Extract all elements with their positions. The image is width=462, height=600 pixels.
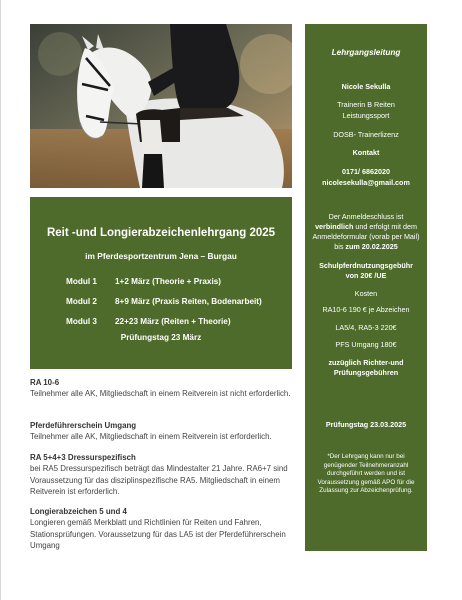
- module-1-dates: 1+2 März (Theorie + Praxis): [115, 277, 222, 286]
- module-2-label: Modul 2: [66, 297, 97, 306]
- exam-day: Prüfungstag 23 März: [120, 333, 202, 342]
- module-3-label: Modul 3: [66, 317, 97, 326]
- contact-email[interactable]: nicolesekulla@gmail.com: [322, 178, 410, 187]
- deadline-mid: und erfolgt mit dem Anmeldeformular (vorab per Mail) bis: [312, 222, 420, 252]
- registration-deadline: [305, 212, 427, 252]
- horse-rider-image: [30, 24, 292, 188]
- section-text: bei RA5 Dressurspezifisch beträgt das Mindestalter 21 Jahre. RA6+7 sind Voraussetzung für das disziplinspezifische RA5. Mitgliedschaft in einem Reitverein ist erforderlich.: [30, 464, 288, 497]
- cost-ra10-6: RA10-6 190 € je Abzeichen: [322, 305, 410, 314]
- section-longierabzeichen: [30, 506, 298, 552]
- module-1-label: Modul 1: [66, 277, 97, 286]
- header-photo: [30, 24, 292, 188]
- course-note: *Der Lehrgang kann nur bei genügender Teilnehmeranzahl durchgeführt werden und ist Voraussetzung gemäß APO für die Zulassung zur Abzeichenprüfung.: [317, 453, 415, 494]
- section-text: Longieren gemäß Merkblatt und Richtlinien für Reiten und Fahren, Stationsprüfungen. Voraussetzung für das LA5 ist der Pferdeführerschein Umgang: [30, 518, 286, 551]
- trainer-role-sub: Leistungssport: [342, 111, 390, 120]
- trainer-name: Nicole Sekulla: [341, 82, 391, 91]
- section-pferdefuehrerschein: [30, 420, 298, 443]
- course-info-panel: [30, 197, 292, 369]
- extra-fees-2: Prüfungsgebühren: [333, 368, 399, 377]
- sidebar-panel: [305, 24, 427, 551]
- section-heading: RA 10-6: [30, 378, 60, 387]
- section-ra-5-4-3: [30, 452, 298, 498]
- course-title: Reit -und Longierabzeichenlehrgang 2025: [46, 227, 276, 239]
- page-border: [0, 0, 1, 600]
- cost-la-ra: LA5/4, RA5-3 220€: [335, 323, 397, 332]
- trainer-license: DOSB- Trainerlizenz: [333, 130, 399, 139]
- module-3-dates: 22+23 März (Reiten + Theorie): [115, 317, 231, 326]
- extra-fees-1: zuzüglich Richter-und: [328, 358, 404, 367]
- fee-line-2: von 20€ /UE: [345, 271, 387, 280]
- section-heading: Pferdeführerschein Umgang: [30, 421, 137, 430]
- section-heading: Longierabzeichen 5 und 4: [30, 507, 127, 516]
- sidebar-heading: Lehrgangsleitung: [331, 48, 401, 57]
- section-heading: RA 5+4+3 Dressurspezifisch: [30, 453, 136, 462]
- cost-pfs: PFS Umgang 180€: [335, 340, 397, 349]
- sidebar-exam-day: Prüfungstag 23.03.2025: [325, 420, 407, 429]
- costs-label: Kosten: [354, 289, 378, 298]
- section-ra-10-6: [30, 377, 298, 400]
- deadline-date: zum 20.02.2025: [345, 242, 398, 252]
- section-text: Teilnehmer alle AK, Mitgliedschaft in einem Reitverein ist nicht erforderlich.: [30, 389, 291, 399]
- deadline-text: Der Anmeldeschluss ist: [328, 212, 404, 221]
- course-venue: im Pferdesportzentrum Jena – Burgau: [85, 251, 237, 261]
- contact-label: Kontakt: [352, 148, 380, 157]
- deadline-bold: verbindlich: [315, 222, 354, 232]
- section-text: Teilnehmer alle AK, Mitgliedschaft in einem Reitverein ist erforderlich.: [30, 432, 272, 442]
- fee-line-1: Schulpferdnutzungsgebühr: [319, 261, 413, 270]
- module-2-dates: 8+9 März (Praxis Reiten, Bodenarbeit): [115, 297, 262, 306]
- contact-phone: 0171/ 6862020: [342, 167, 390, 176]
- trainer-role: Trainerin B Reiten: [337, 100, 395, 109]
